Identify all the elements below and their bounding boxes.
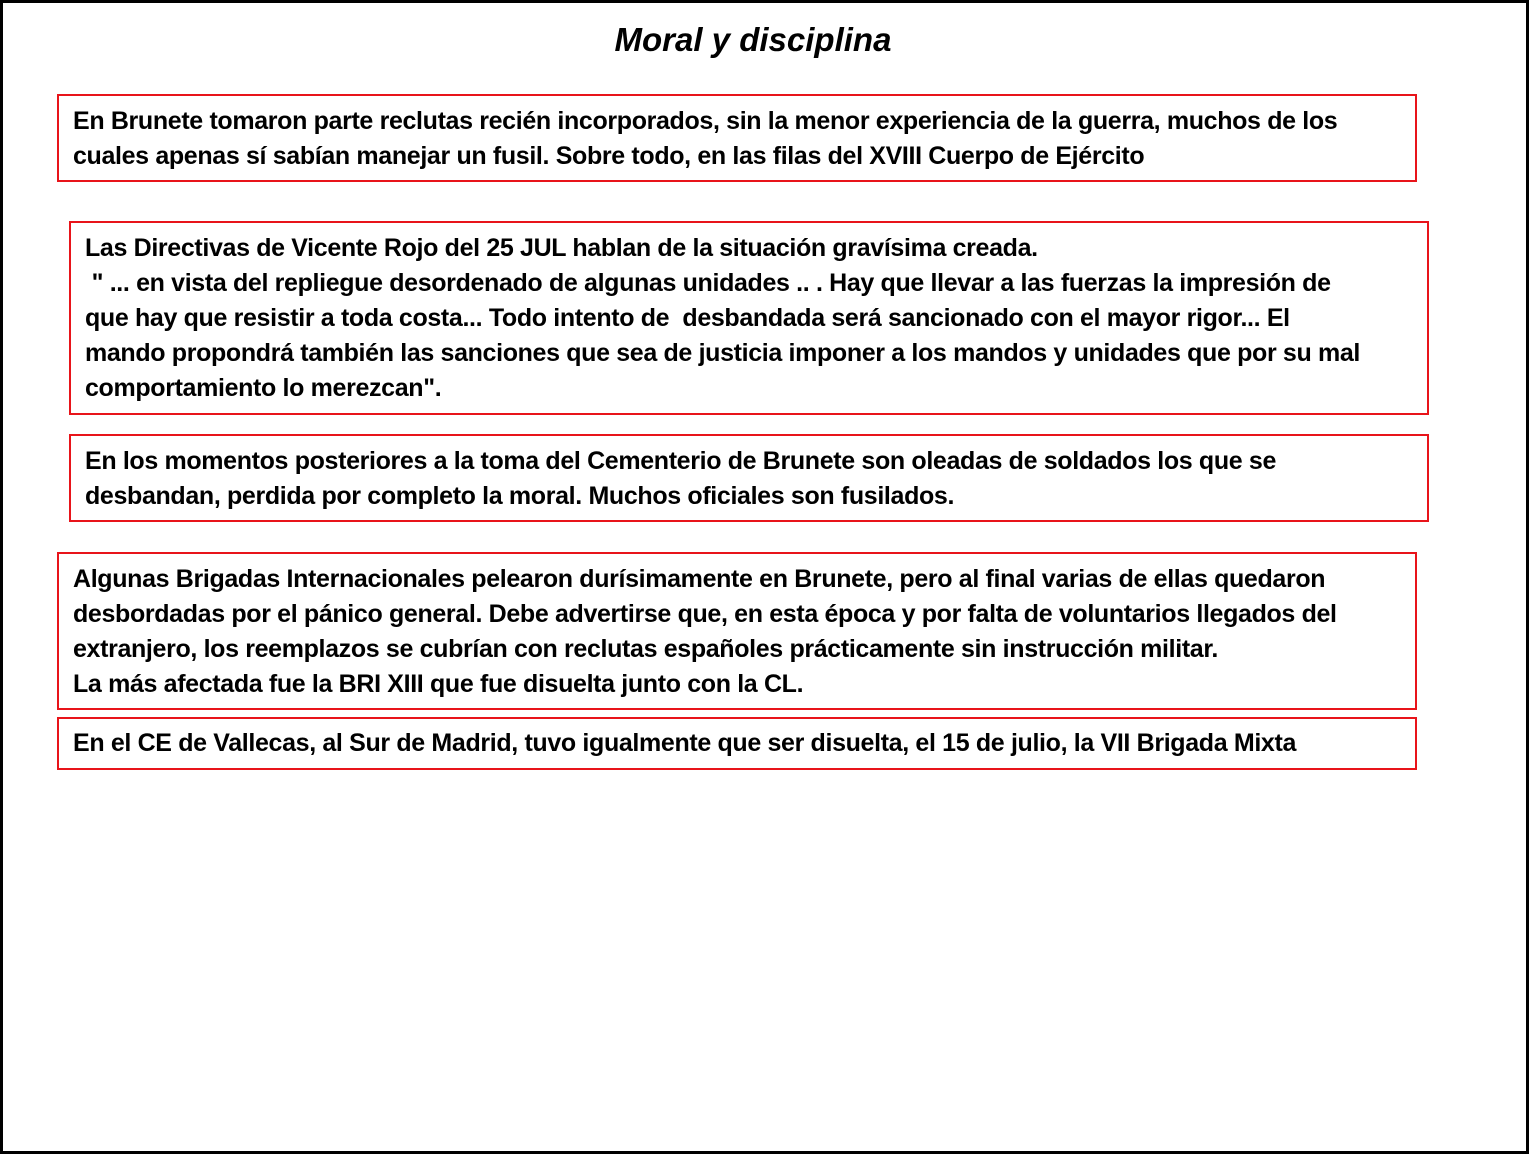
text-line: En los momentos posteriores a la toma del Cementerio de Brunete son oleadas de soldados los que se xyxy=(85,447,1277,475)
text-line: cuales apenas sí sabían manejar un fusil. Sobre todo, en las filas del XVIII Cuerpo de Ejército xyxy=(73,142,1145,170)
text-line: comportamiento lo merezcan". xyxy=(85,374,442,402)
text-box-vallecas xyxy=(57,717,1417,770)
text-line: extranjero, los reemplazos se cubrían con reclutas españoles prácticamente sin instrucción militar. xyxy=(73,635,1218,663)
text-line: desbordadas por el pánico general. Debe advertirse que, en esta época y por falta de voluntarios llegados del xyxy=(73,600,1337,628)
text-line: La más afectada fue la BRI XIII que fue disuelta junto con la CL. xyxy=(73,670,804,698)
text-line: " ... en vista del repliegue desordenado de algunas unidades .. . Hay que llevar a las fuerzas la impresión de xyxy=(85,269,1331,297)
text-box-directivas xyxy=(69,221,1429,415)
text-line: Las Directivas de Vicente Rojo del 25 JUL hablan de la situación gravísima creada. xyxy=(85,234,1038,262)
text-line: En Brunete tomaron parte reclutas recién incorporados, sin la menor experiencia de la guerra, muchos de los xyxy=(73,107,1338,135)
text-line: desbandan, perdida por completo la moral. Muchos oficiales son fusilados. xyxy=(85,482,955,510)
text-line: mando propondrá también las sanciones que sea de justicia imponer a los mandos y unidades que por su mal xyxy=(85,339,1361,367)
text-line: que hay que resistir a toda costa... Todo intento de desbandada será sancionado con el mayor rigor... El xyxy=(85,304,1290,332)
slide-title: Moral y disciplina xyxy=(614,21,892,58)
text-box-brigadas xyxy=(57,552,1417,710)
text-line: Algunas Brigadas Internacionales pelearon durísimamente en Brunete, pero al final varias de ellas quedaron xyxy=(73,565,1326,593)
text-box-reclutas xyxy=(57,94,1417,182)
text-box-cementerio xyxy=(69,434,1429,522)
text-line: En el CE de Vallecas, al Sur de Madrid, tuvo igualmente que ser disuelta, el 15 de julio, la VII Brigada Mixta xyxy=(73,729,1296,757)
